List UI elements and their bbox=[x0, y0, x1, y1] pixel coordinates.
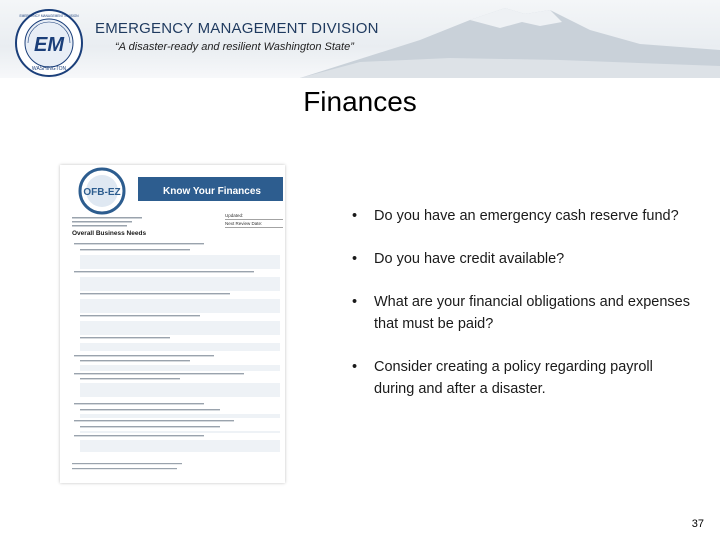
seal-text-bottom: WASHINGTON bbox=[31, 66, 67, 72]
emd-seal-logo bbox=[14, 8, 84, 78]
document-thumbnail bbox=[60, 165, 285, 483]
page-title: Finances bbox=[303, 86, 417, 117]
doc-heading: Know Your Finances bbox=[163, 186, 261, 197]
seal-monogram: EM bbox=[34, 34, 64, 56]
doc-next-review-label: Next Review Date: bbox=[225, 221, 263, 226]
bullet-item: • Consider creating a policy regarding payroll during and after a disaster. bbox=[352, 356, 697, 400]
tagline: “A disaster-ready and resilient Washington State” bbox=[115, 41, 354, 53]
document-thumbnail-graphic bbox=[60, 165, 285, 483]
mountain-backdrop-icon bbox=[300, 0, 720, 78]
page-number: 37 bbox=[691, 518, 704, 530]
bullet-list bbox=[352, 205, 697, 421]
bullet-item: • Do you have credit available? bbox=[352, 248, 697, 270]
seal-text-top: EMERGENCY MANAGEMENT DIVISION bbox=[19, 14, 79, 18]
doc-section-heading: Overall Business Needs bbox=[72, 230, 147, 237]
header-band bbox=[0, 0, 720, 78]
doc-updated-label: Updated: bbox=[225, 213, 244, 218]
bullet-item: • Do you have an emergency cash reserve fund? bbox=[352, 205, 697, 227]
bullet-item: • What are your financial obligations and expenses that must be paid? bbox=[352, 291, 697, 335]
division-title: EMERGENCY MANAGEMENT DIVISION bbox=[95, 20, 379, 37]
doc-badge-text: OFB-EZ bbox=[83, 187, 121, 198]
